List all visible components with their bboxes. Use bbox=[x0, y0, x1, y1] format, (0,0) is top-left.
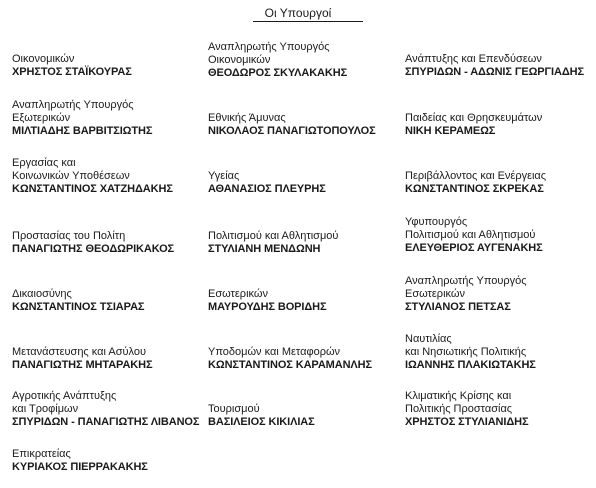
ministry-entry bbox=[12, 157, 173, 196]
minister-name: ΒΑΣΙΛΕΙΟΣ ΚΙΚΙΛΙΑΣ bbox=[208, 416, 315, 428]
minister-name: ΣΤΥΛΙΑΝΟΣ ΠΕΤΣΑΣ bbox=[405, 301, 511, 313]
ministry-name: Ναυτιλίας bbox=[405, 333, 452, 345]
ministry-name: Αγροτικής Ανάπτυξης bbox=[12, 390, 117, 402]
page-title: Οι Υπουργοί bbox=[264, 6, 332, 20]
ministry-name: Εξωτερικών bbox=[12, 112, 71, 124]
ministry-name: Δικαιοσύνης bbox=[12, 288, 72, 300]
ministry-entry bbox=[405, 275, 527, 314]
ministry-entry bbox=[208, 112, 376, 138]
minister-name: ΜΙΛΤΙΑΔΗΣ ΒΑΡΒΙΤΣΙΩΤΗΣ bbox=[12, 125, 153, 137]
minister-name: ΕΛΕΥΘΕΡΙΟΣ ΑΥΓΕΝΑΚΗΣ bbox=[405, 242, 543, 254]
minister-name: ΝΙΚΟΛΑΟΣ ΠΑΝΑΓΙΩΤΟΠΟΥΛΟΣ bbox=[208, 125, 376, 137]
ministry-entry bbox=[208, 170, 326, 196]
ministry-entry bbox=[405, 216, 543, 255]
minister-name: ΣΤΥΛΙΑΝΗ ΜΕΝΔΩΝΗ bbox=[208, 243, 321, 255]
minister-name: ΣΠΥΡΙΔΩΝ - ΠΑΝΑΓΙΩΤΗΣ ΛΙΒΑΝΟΣ bbox=[12, 416, 200, 428]
ministry-name: Οικονομικών bbox=[208, 54, 271, 66]
ministry-entry bbox=[405, 53, 584, 79]
ministry-name: Εργασίας και bbox=[12, 157, 76, 169]
ministry-name: Προστασίας του Πολίτη bbox=[12, 230, 126, 242]
ministry-name: Πολιτισμού και Αθλητισμού bbox=[405, 229, 536, 241]
ministry-entry bbox=[12, 53, 132, 79]
ministry-name: Κλιματικής Κρίσης και bbox=[405, 390, 512, 402]
ministry-name: Επικρατείας bbox=[12, 448, 71, 460]
ministry-name: Τουρισμού bbox=[208, 403, 260, 415]
ministry-entry bbox=[405, 170, 546, 196]
ministry-name: Μετανάστευσης και Ασύλου bbox=[12, 346, 147, 358]
ministry-entry bbox=[12, 230, 174, 256]
ministry-entry bbox=[405, 333, 536, 372]
minister-name: ΚΥΡΙΑΚΟΣ ΠΙΕΡΡΑΚΑΚΗΣ bbox=[12, 461, 148, 473]
ministry-name: Ανάπτυξης και Επενδύσεων bbox=[405, 53, 542, 65]
ministry-entry bbox=[208, 288, 327, 314]
ministry-name: Παιδείας και Θρησκευμάτων bbox=[405, 112, 543, 124]
ministry-entry bbox=[405, 112, 542, 138]
ministry-name: Οικονομικών bbox=[12, 53, 75, 65]
ministry-entry bbox=[12, 390, 199, 429]
ministry-name: Αναπληρωτής Υπουργός bbox=[405, 275, 527, 287]
minister-name: ΧΡΗΣΤΟΣ ΣΤΑΪΚΟΥΡΑΣ bbox=[12, 66, 132, 78]
ministry-name: Εθνικής Άμυνας bbox=[208, 112, 286, 124]
minister-name: ΠΑΝΑΓΙΩΤΗΣ ΜΗΤΑΡΑΚΗΣ bbox=[12, 359, 153, 371]
ministry-entry bbox=[208, 230, 338, 256]
ministry-entry bbox=[12, 288, 144, 314]
minister-name: ΜΑΥΡΟΥΔΗΣ ΒΟΡΙΔΗΣ bbox=[208, 301, 327, 313]
ministry-entry bbox=[12, 99, 152, 138]
ministry-entry bbox=[208, 403, 315, 429]
ministry-entry bbox=[405, 390, 529, 429]
minister-name: ΚΩΝΣΤΑΝΤΙΝΟΣ ΣΚΡΕΚΑΣ bbox=[405, 183, 544, 195]
ministry-name: Εσωτερικών bbox=[405, 288, 465, 300]
minister-name: ΘΕΟΔΩΡΟΣ ΣΚΥΛΑΚΑΚΗΣ bbox=[208, 67, 348, 79]
ministry-name: Πολιτισμού και Αθλητισμού bbox=[208, 230, 339, 242]
ministry-name: Υποδομών και Μεταφορών bbox=[208, 346, 341, 358]
ministry-name: Κοινωνικών Υποθέσεων bbox=[12, 170, 130, 182]
ministry-entry bbox=[208, 41, 347, 80]
minister-name: ΚΩΝΣΤΑΝΤΙΝΟΣ ΤΣΙΑΡΑΣ bbox=[12, 301, 145, 313]
minister-name: ΑΘΑΝΑΣΙΟΣ ΠΛΕΥΡΗΣ bbox=[208, 183, 326, 195]
minister-name: ΚΩΝΣΤΑΝΤΙΝΟΣ ΧΑΤΖΗΔΑΚΗΣ bbox=[12, 183, 173, 195]
minister-name: ΝΙΚΗ ΚΕΡΑΜΕΩΣ bbox=[405, 125, 496, 137]
ministry-name: Πολιτικής Προστασίας bbox=[405, 403, 513, 415]
minister-name: ΚΩΝΣΤΑΝΤΙΝΟΣ ΚΑΡΑΜΑΝΛΗΣ bbox=[208, 359, 373, 371]
ministry-name: Εσωτερικών bbox=[208, 288, 268, 300]
ministry-name: Υφυπουργός bbox=[405, 216, 468, 228]
ministry-name: Υγείας bbox=[208, 170, 240, 182]
ministry-entry bbox=[12, 346, 153, 372]
ministry-name: Περιβάλλοντος και Ενέργειας bbox=[405, 170, 547, 182]
minister-name: ΧΡΗΣΤΟΣ ΣΤΥΛΙΑΝΙΔΗΣ bbox=[405, 416, 529, 428]
ministry-entry bbox=[208, 346, 372, 372]
title-underline bbox=[253, 21, 363, 22]
ministry-name: και Τροφίμων bbox=[12, 403, 79, 415]
ministry-name: Αναπληρωτής Υπουργός bbox=[12, 99, 134, 111]
minister-name: ΣΠΥΡΙΔΩΝ - ΑΔΩΝΙΣ ΓΕΩΡΓΙΑΔΗΣ bbox=[405, 66, 585, 78]
ministry-entry bbox=[12, 448, 148, 474]
ministry-name: Αναπληρωτής Υπουργός bbox=[208, 41, 330, 53]
ministry-name: και Νησιωτικής Πολιτικής bbox=[405, 346, 527, 358]
minister-name: ΠΑΝΑΓΙΩΤΗΣ ΘΕΟΔΩΡΙΚΑΚΟΣ bbox=[12, 243, 175, 255]
minister-name: ΙΩΑΝΝΗΣ ΠΛΑΚΙΩΤΑΚΗΣ bbox=[405, 359, 536, 371]
